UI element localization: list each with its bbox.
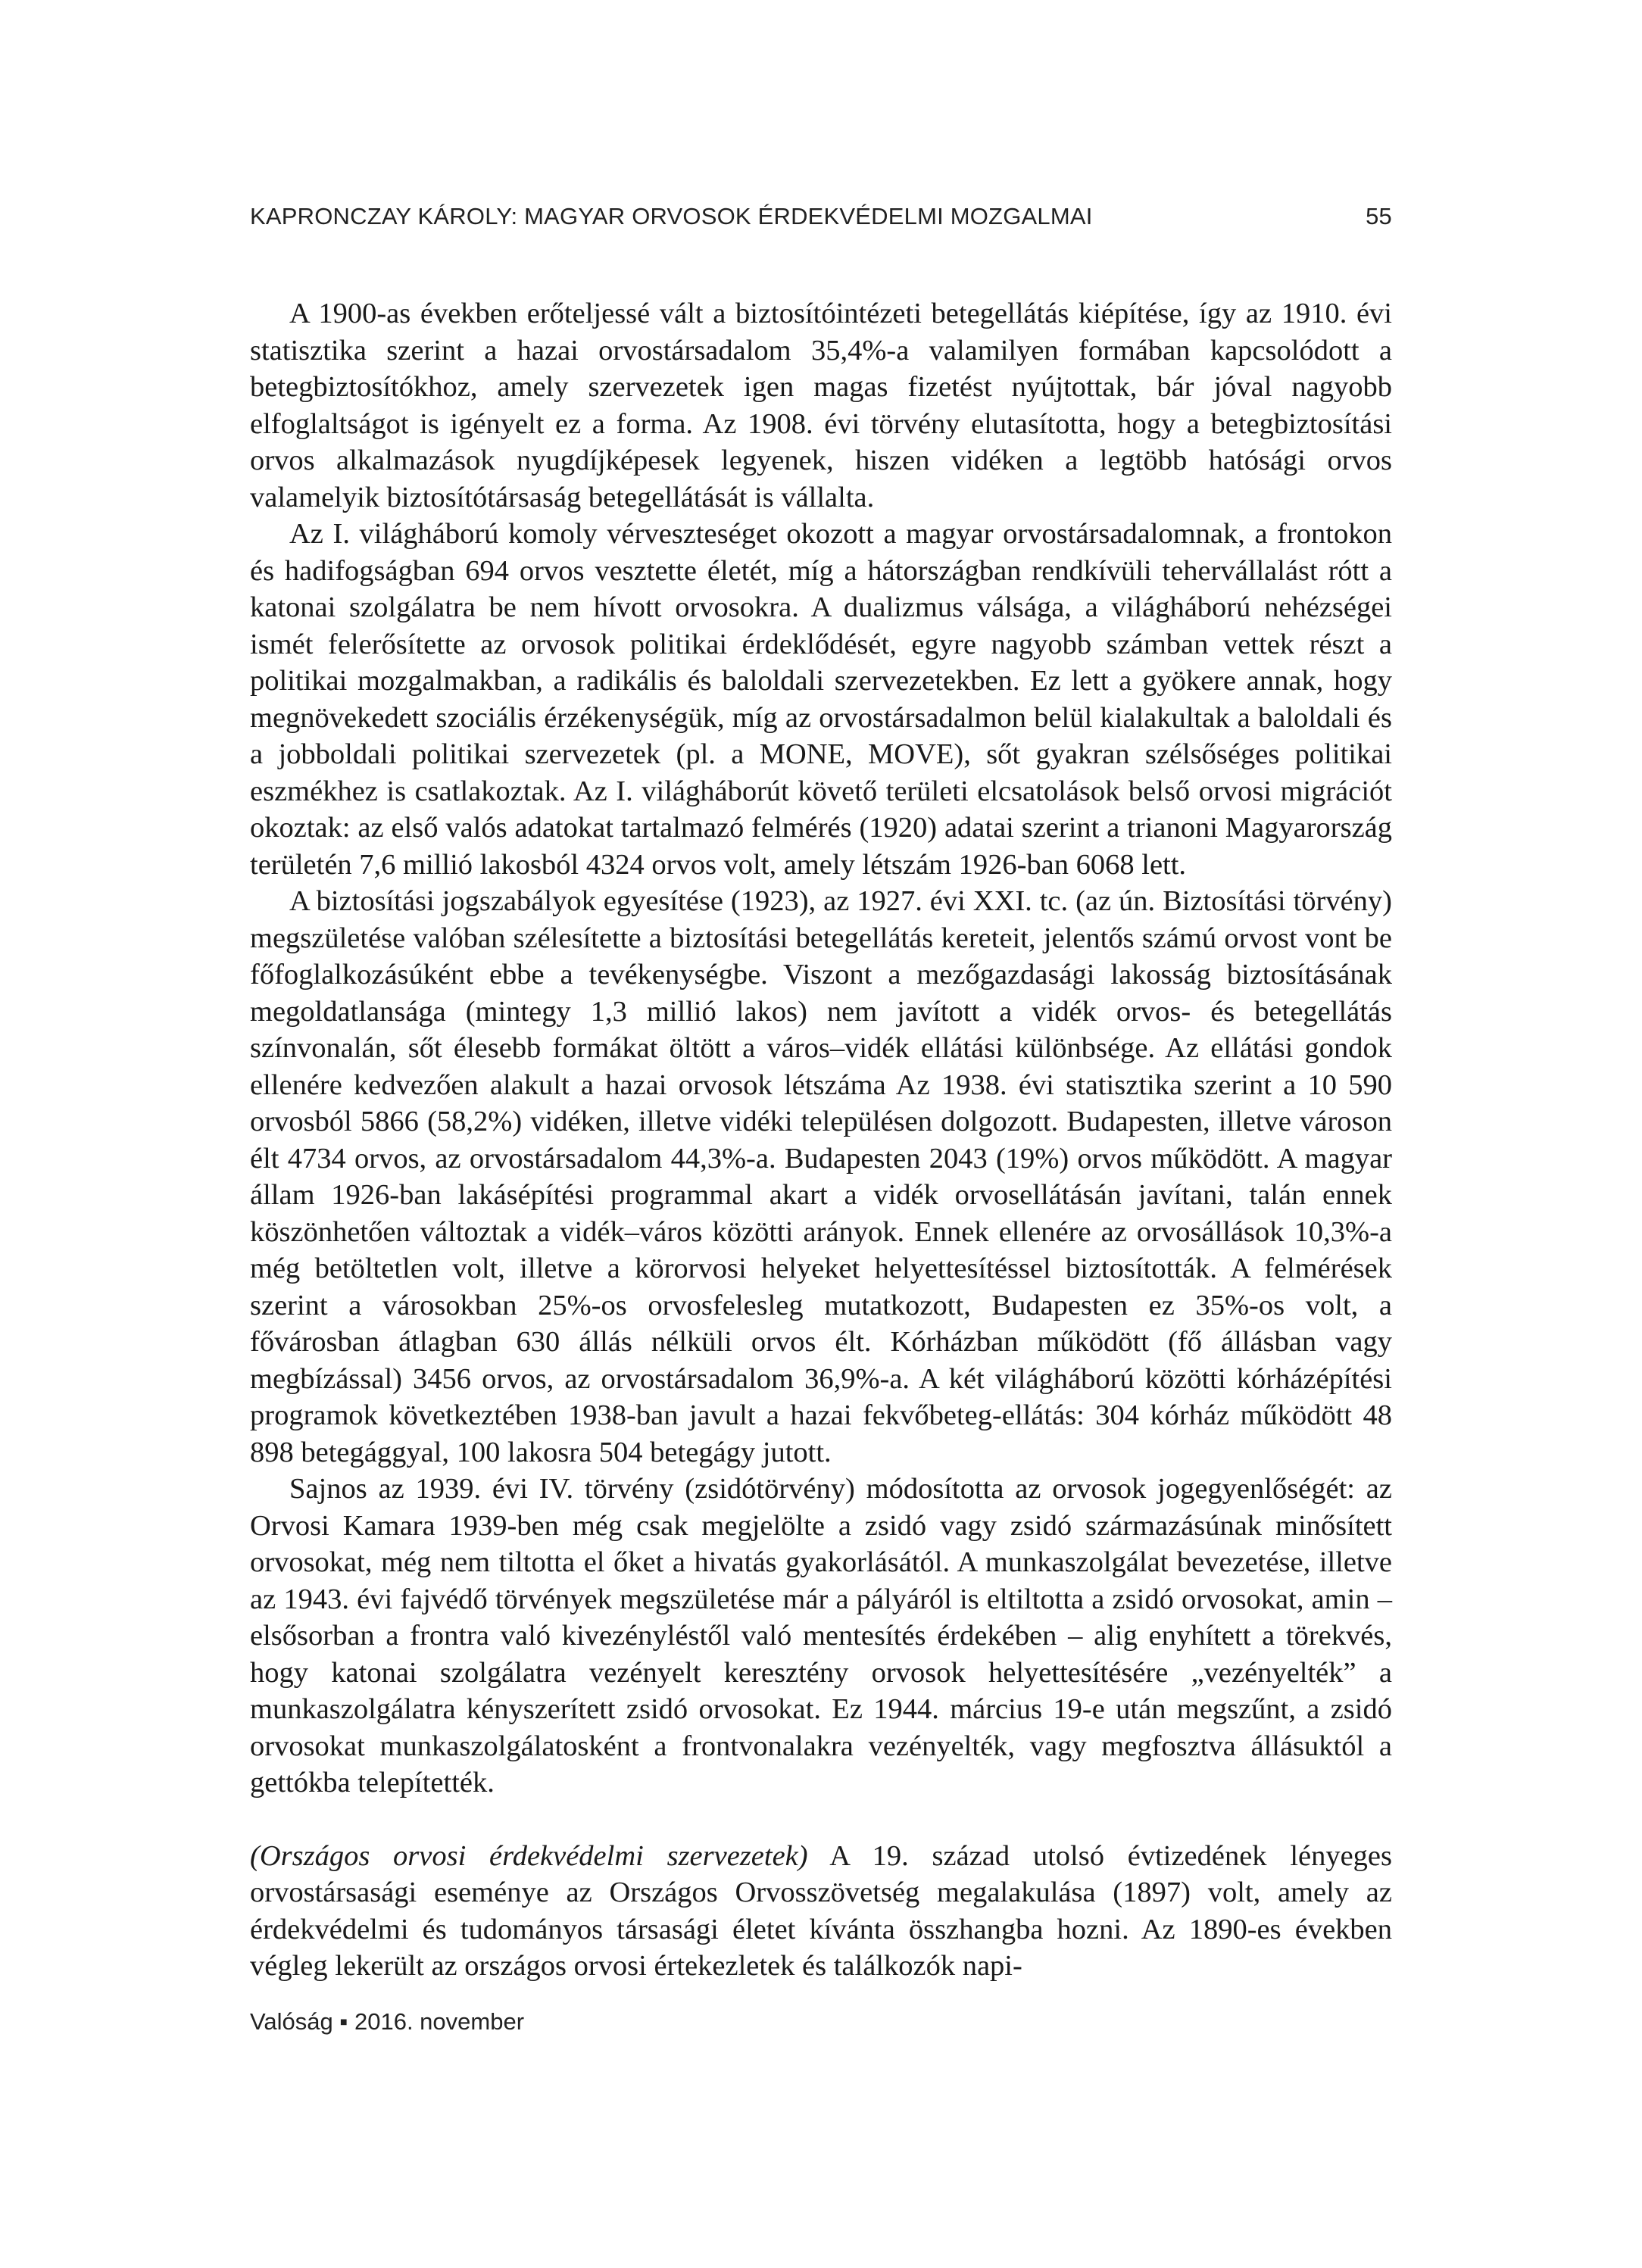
paragraph-2: Az I. világháború komoly vérveszteséget okozott a magyar orvostársadalomnak, a frontokon és hadifogságban 694 orvos vesztette életét, míg a hátországban rendkívüli tehervállalást rótt a katonai szolgálatra be nem hívott orvosokra. A dualizmus válsága, a világháború nehézségei ismét felerősítette az orvosok politikai érdeklődését, egyre nagyobb számban vettek részt a politikai mozgalmakban, a radikális és baloldali szervezetekben. Ez lett a gyökere annak, hogy megnövekedett szociális érzékenységük, míg az orvostársadalmon belül kialakultak a baloldali és a jobboldali politikai szervezetek (pl. a MONE, MOVE), sőt gyakran szélsőséges politikai eszmékhez is csatlakoztak. Az I. világháborút követő területi elcsatolások belső orvosi migrációt okoztak: az első valós adatokat tartalmazó felmérés (1920) adatai szerint a trianoni Magyarország területén 7,6 millió lakosból 4324 orvos volt, amely létszám 1926-ban 6068 lett. <box>250 518 1392 881</box>
page-footer <box>250 2008 524 2036</box>
running-header <box>250 203 1392 230</box>
issue-date: 2016. november <box>354 2008 525 2035</box>
paragraph-3: A biztosítási jogszabályok egyesítése (1923), az 1927. évi XXI. tc. (az ún. Biztosítási törvény) megszületése valóban szélesítette a biztosítási betegellátás kereteit, jelentős számú orvost vont be főfoglalkozásúként ebbe a tevékenységbe. Viszont a mezőgazdasági lakosság biztosításának megoldatlansága (mintegy 1,3 millió lakos) nem javított a vidék orvos- és betegellátás színvonalán, sőt élesebb formákat öltött a város–vidék ellátási különbsége. Az ellátási gondok ellenére kedvezően alakult a hazai orvosok létszáma Az 1938. évi statisztika szerint a 10 590 orvosból 5866 (58,2%) vidéken, illetve vidéki településen dolgozott. Budapesten, illetve városon élt 4734 orvos, az orvostársadalom 44,3%-a. Budapesten 2043 (19%) orvos működött. A magyar állam 1926-ban lakásépítési programmal akart a vidék orvosellátásán javítani, talán ennek köszönhetően változtak a vidék–város közötti arányok. Ennek ellenére az orvosállások 10,3%-a még betöltetlen volt, illetve a körorvosi helyeket helyettesítéssel biztosították. A felmérések szerint a városokban 25%-os orvosfelesleg mutatkozott, Budapesten ez 35%-os volt, a fővárosban átlagban 630 állás nélküli orvos élt. Kórházban működött (fő állásban vagy megbízással) 3456 orvos, az orvostársadalom 36,9%-a. A két világháború közötti kórházépítési programok következtében 1938-ban javult a hazai fekvőbeteg-ellátás: 304 kórház működött 48 898 betegággyal, 100 lakosra 504 betegágy jutott. <box>250 885 1392 1468</box>
paragraph-4: Sajnos az 1939. évi IV. törvény (zsidótörvény) módosította az orvosok jogegyenlőségét: az Orvosi Kamara 1939-ben még csak megjelölte a zsidó vagy zsidó származásúnak minősített orvosokat, még nem tiltotta el őket a hivatás gyakorlásától. A munkaszolgálat bevezetése, illetve az 1943. évi fajvédő törvények megszületése már a pályáról is eltiltotta a zsidó orvosokat, amin – elsősorban a frontra való kivezényléstől való mentesítés érdekében – alig enyhített a törekvés, hogy katonai szolgálatra vezényelt keresztény orvosok helyettesítésére „vezényelték” a munkaszolgálatra kényszerített zsidó orvosokat. Ez 1944. március 19-e után megszűnt, a zsidó orvosokat munkaszolgálatosként a frontvonalakra vezényelték, vagy megfosztva állásuktól a gettókba telepítették. <box>250 1473 1392 1798</box>
section-title: (Országos orvosi érdekvédelmi szervezetek) <box>250 1839 808 1872</box>
journal-name: Valóság <box>250 2008 333 2035</box>
paragraph-1: A 1900-as években erőteljessé vált a biztosítóintézeti betegellátás kiépítése, így az 1910. évi statisztika szerint a hazai orvostársadalom 35,4%-a valamilyen formában kapcsolódott a betegbiztosítókhoz, amely szervezetek igen magas fizetést nyújtottak, bár jóval nagyobb elfoglaltságot is igényelt ez a forma. Az 1908. évi törvény elutasította, hogy a betegbiztosítási orvos alkalmazások nyugdíjképesek legyenek, hiszen vidéken a legtöbb hatósági orvos valamelyik biztosítótársaság betegellátását is vállalta. <box>250 298 1392 513</box>
page-number: 55 <box>1366 203 1392 229</box>
footer-separator: ▪ <box>339 2008 348 2035</box>
section-paragraph <box>250 1838 1392 1985</box>
article-body <box>250 295 1392 1985</box>
running-title: KAPRONCZAY KÁROLY: MAGYAR ORVOSOK ÉRDEKVÉDELMI MOZGALMAI <box>250 203 1093 229</box>
section-text: A 19. század utolsó évtizedének lényeges orvostársasági eseménye az Országos Orvosszövetség megalakulása (1897) volt, amely az érdekvédelmi és tudományos társasági életet kívánta összhangba hozni. Az 1890-es években végleg lekerült az országos orvosi értekezletek és találkozók napi- <box>250 1839 1393 1982</box>
